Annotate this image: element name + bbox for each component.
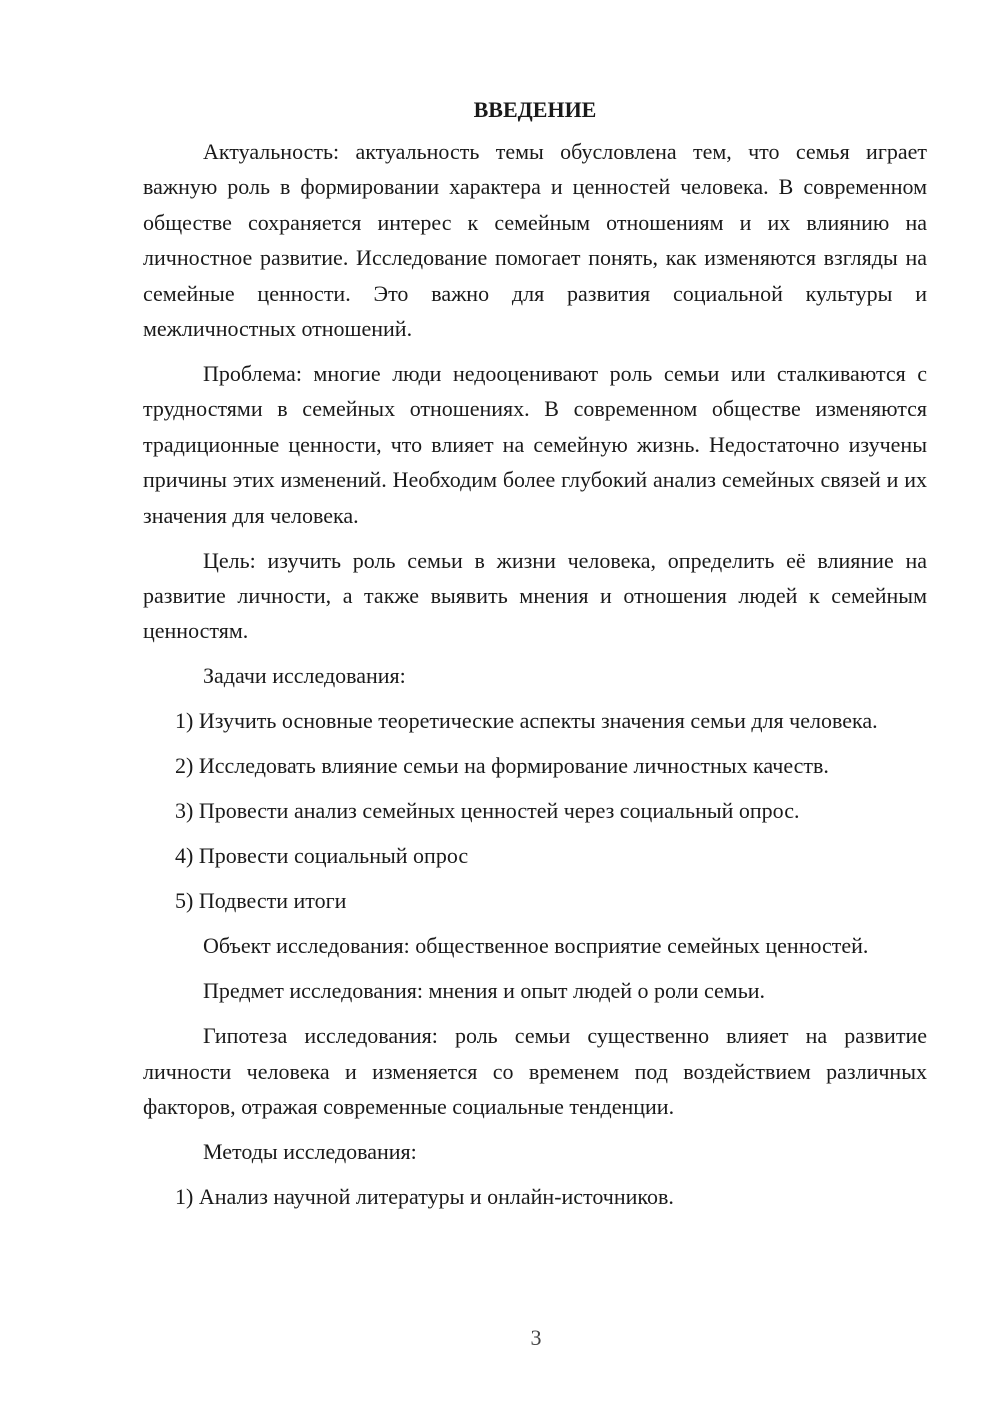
paragraph-object: Объект исследования: общественное восприятие семейных ценностей.	[203, 933, 869, 959]
tasks-heading: Задачи исследования:	[203, 663, 406, 689]
paragraph-goal: Цель: изучить роль семьи в жизни человека, определить её влияние на развитие личности, а также выявить мнения и отношения людей к семейным ценностям.	[143, 547, 927, 644]
task-item-5: 5) Подвести итоги	[175, 888, 347, 914]
section-title: ВВЕДЕНИЕ	[473, 97, 597, 122]
paragraph-subject: Предмет исследования: мнения и опыт людей о роли семьи.	[203, 978, 766, 1004]
task-item-3: 3) Провести анализ семейных ценностей через социальный опрос.	[175, 798, 800, 824]
task-item-4: 4) Провести социальный опрос	[175, 843, 469, 869]
task-item-1: 1) Изучить основные теоретические аспекты значения семьи для человека.	[175, 708, 878, 734]
paragraph-problem: Проблема: многие люди недооценивают роль семьи или сталкиваются с трудностями в семейных отношениях. В современном обществе изменяются традиционные ценности, что влияет на семейную жизнь. Недостаточно изучены причины этих изменений. Необходим более глубокий анализ семейных связей и их значения для человека.	[143, 361, 927, 528]
methods-heading: Методы исследования:	[203, 1139, 417, 1165]
page-number: 3	[530, 1325, 542, 1350]
document-page	[143, 94, 927, 1224]
method-item-1: 1) Анализ научной литературы и онлайн-источников.	[175, 1184, 674, 1210]
paragraph-relevance: Актуальность: актуальность темы обусловлена тем, что семья играет важную роль в формировании характера и ценностей человека. В современном обществе сохраняется интерес к семейным отношениям и их влиянию на личностное развитие. Исследование помогает понять, как изменяются взгляды на семейные ценности. Это важно для развития социальной культуры и межличностных отношений.	[143, 139, 927, 342]
task-item-2: 2) Исследовать влияние семьи на формирование личностных качеств.	[175, 753, 829, 779]
paragraph-hypothesis: Гипотеза исследования: роль семьи существенно влияет на развитие личности человека и изменяется со временем под воздействием различных факторов, отражая современные социальные тенденции.	[143, 1023, 927, 1120]
